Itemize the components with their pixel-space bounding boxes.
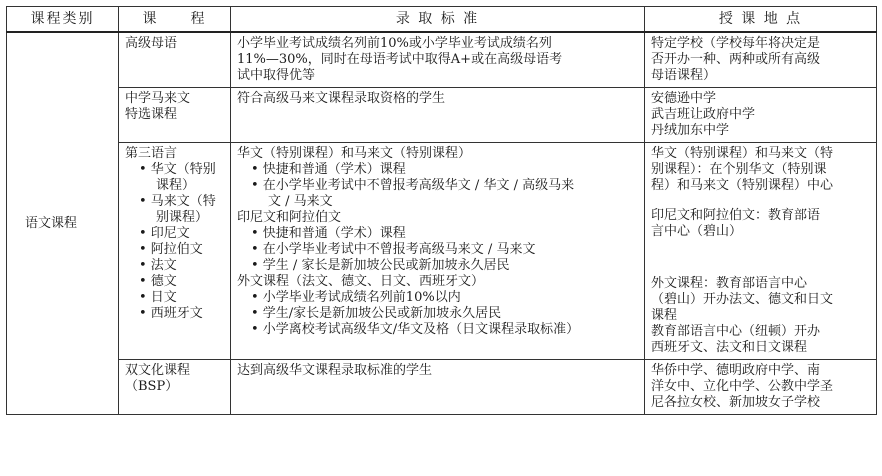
- course-list-item: • 日文: [139, 290, 177, 305]
- criteria-heading: 华文（特别课程）和马来文（特别课程）: [237, 146, 472, 161]
- venue-line: 特定学校（学校每年将决定是: [651, 36, 821, 51]
- table-row: [7, 88, 877, 143]
- course-cell: [119, 360, 231, 415]
- criteria-heading: 印尼文和阿拉伯文: [237, 210, 342, 225]
- course-name: 中学马来文: [125, 91, 191, 106]
- course-name: 高级母语: [125, 36, 178, 51]
- course-name: 双文化课程: [125, 363, 191, 378]
- venue-line: 丹绒加东中学: [651, 123, 730, 138]
- header-venue: 授 课 地 点: [645, 7, 877, 33]
- header-category: 课程类别: [7, 7, 119, 33]
- criteria-bullet: • 快捷和普通（学术）课程: [251, 162, 406, 177]
- venue-line: 印尼文和阿拉伯文：教育部语: [651, 208, 821, 223]
- criteria-cell: [231, 360, 645, 415]
- venue-line: 母语课程）: [651, 68, 717, 83]
- table-row: [7, 143, 877, 360]
- venue-line: 外文课程：教育部语言中心: [651, 276, 808, 291]
- venue-line: （碧山）开办法文、德文和日文: [651, 292, 834, 307]
- criteria-line: 小学毕业考试成绩名列前10%或小学毕业考试成绩名列: [237, 36, 552, 51]
- category-cell: 语文课程: [7, 32, 119, 415]
- spacer: [651, 194, 870, 208]
- venue-cell: [645, 360, 877, 415]
- venue-line: 华侨中学、德明政府中学、南: [651, 363, 821, 378]
- criteria-line: 试中取得优等: [237, 68, 316, 83]
- course-list-item: • 阿拉伯文: [139, 242, 203, 257]
- language-courses-table: [6, 6, 877, 415]
- venue-line: 否开办一种、两种或所有高级: [651, 52, 821, 67]
- criteria-cell: [231, 88, 645, 143]
- course-list-item: 别课程）: [156, 210, 209, 225]
- criteria-line: 符合高级马来文课程录取资格的学生: [237, 91, 446, 106]
- criteria-bullet: 文 / 马来文: [268, 194, 333, 209]
- criteria-bullet: • 学生 / 家长是新加坡公民或新加坡永久居民: [251, 258, 510, 273]
- header-course: 课 程: [119, 7, 231, 33]
- course-cell: [119, 143, 231, 360]
- venue-cell: [645, 32, 877, 88]
- course-list-item: • 西班牙文: [139, 306, 203, 321]
- course-list-item: • 德文: [139, 274, 177, 289]
- criteria-line: 达到高级华文课程录取标准的学生: [237, 363, 433, 378]
- venue-line: 武吉班让政府中学: [651, 107, 756, 122]
- criteria-cell: [231, 143, 645, 360]
- course-name: 第三语言: [125, 146, 178, 161]
- venue-cell: [645, 88, 877, 143]
- criteria-line: 11%—30%，同时在母语考试中取得A+或在高级母语考: [237, 52, 563, 67]
- header-row: [7, 7, 877, 33]
- venue-line: 华文（特别课程）和马来文（特: [651, 146, 834, 161]
- course-list-item: • 印尼文: [139, 226, 190, 241]
- venue-line: 程）和马来文（特别课程）中心: [651, 178, 834, 193]
- criteria-bullet: • 学生/家长是新加坡公民或新加坡永久居民: [251, 306, 502, 321]
- venue-line: 别课程）：在个别华文（特别课: [651, 162, 827, 177]
- venue-line: 课程: [651, 308, 678, 323]
- header-criteria: 录 取 标 准: [231, 7, 645, 33]
- course-list-item: 课程）: [156, 178, 196, 193]
- venue-cell: [645, 143, 877, 360]
- venue-line: 尼各拉女校、新加坡女子学校: [651, 395, 821, 410]
- venue-line: 安德逊中学: [651, 91, 717, 106]
- course-cell: [119, 32, 231, 88]
- criteria-bullet: • 在小学毕业考试中不曾报考高级华文 / 华文 / 高级马来: [251, 178, 575, 193]
- course-name: 特选课程: [125, 107, 178, 122]
- course-list-item: • 华文（特别: [139, 162, 216, 177]
- course-list-item: • 法文: [139, 258, 177, 273]
- criteria-bullet: • 在小学毕业考试中不曾报考高级马来文 / 马来文: [251, 242, 536, 257]
- course-name: （BSP）: [125, 379, 179, 394]
- venue-line: 言中心（碧山）: [651, 224, 743, 239]
- criteria-heading: 外文课程（法文、德文、日文、西班牙文）: [237, 274, 485, 289]
- criteria-cell: [231, 32, 645, 88]
- table-row: [7, 32, 877, 88]
- course-cell: [119, 88, 231, 143]
- course-list-item: • 马来文（特: [139, 194, 216, 209]
- spacer: [651, 240, 870, 276]
- table-row: [7, 360, 877, 415]
- criteria-bullet: • 快捷和普通（学术）课程: [251, 226, 406, 241]
- criteria-bullet: • 小学离校考试高级华文/华文及格（日文课程录取标准）: [251, 322, 580, 337]
- venue-line: 西班牙文、法文和日文课程: [651, 340, 808, 355]
- venue-line: 洋女中、立化中学、公教中学圣: [651, 379, 834, 394]
- criteria-bullet: • 小学毕业考试成绩名列前10%以内: [251, 290, 461, 305]
- venue-line: 教育部语言中心（纽顿）开办: [651, 324, 821, 339]
